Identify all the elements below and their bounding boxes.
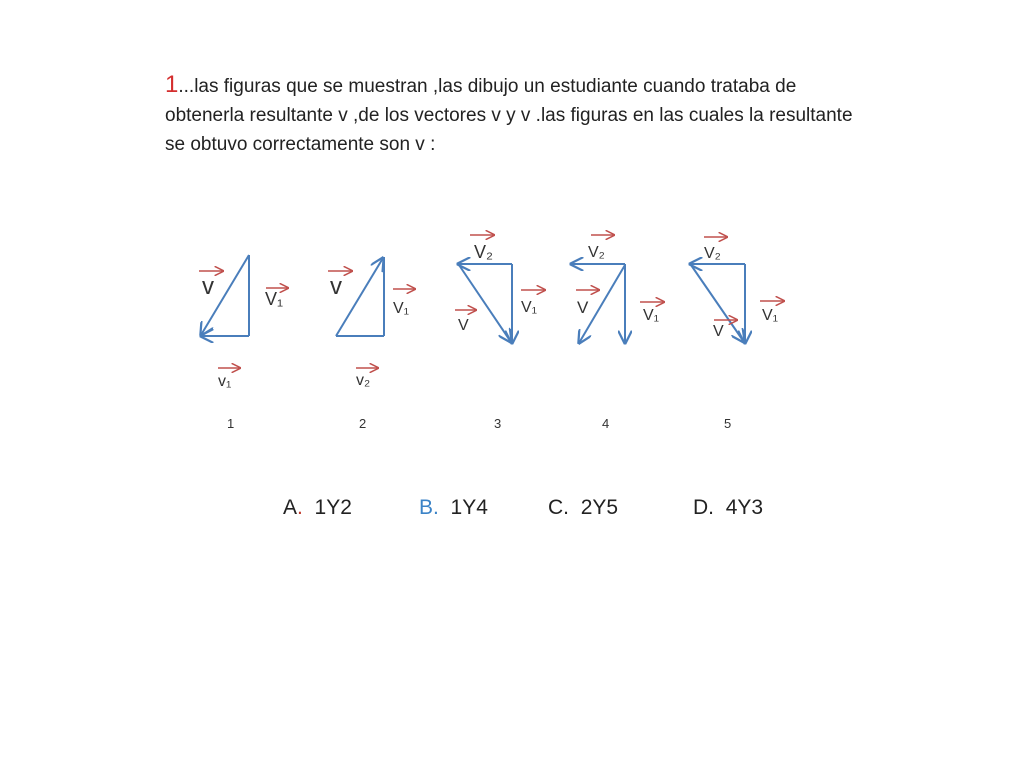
figure-4-label-v: V	[577, 298, 589, 317]
question-body: ...las figuras que se muestran ,las dibujo un estudiante cuando trataba de obtenerla resultante v ,de los vectores v y v .las figuras en las cuales la resultante se obtuvo correctamente son v :	[165, 76, 853, 155]
figure-3-label-v2: V₂	[474, 242, 493, 262]
figure-4-label-v2: V₂	[588, 244, 605, 261]
answer-a-letter: A	[283, 496, 298, 519]
figure-5-label-v: V	[713, 323, 724, 340]
answer-option-a[interactable]	[283, 496, 352, 520]
figure-2-vector-v-resultant	[336, 258, 383, 336]
question-number: 1	[165, 71, 179, 98]
figure-4-number: 4	[602, 416, 610, 431]
figure-1-number: 1	[227, 416, 235, 431]
figure-5-label-v1: V₁	[762, 307, 779, 324]
figure-3	[455, 235, 545, 431]
answer-c-value: 2Y5	[580, 496, 619, 519]
figure-1	[199, 255, 288, 431]
answer-d-value: 4Y3	[725, 496, 764, 519]
figure-4-label-v1: V₁	[643, 307, 660, 324]
figure-2-number: 2	[359, 416, 367, 431]
answer-option-d[interactable]	[693, 496, 763, 520]
answer-option-b[interactable]	[419, 496, 488, 520]
figure-2-label-v1: V₁	[393, 300, 410, 317]
answer-c-letter: C	[548, 496, 564, 519]
figure-2	[328, 257, 415, 431]
answer-a-value: 1Y2	[314, 496, 352, 519]
answer-d-letter: D	[693, 496, 709, 519]
answer-a-separator: .	[297, 496, 303, 519]
answer-options	[0, 496, 1024, 526]
figure-3-label-v: V	[458, 317, 469, 334]
figure-5	[690, 237, 784, 431]
answer-b-letter: B	[419, 496, 434, 519]
figure-5-label-v2: V₂	[704, 245, 721, 262]
figure-5-number: 5	[724, 416, 732, 431]
answer-d-separator: .	[708, 496, 715, 519]
figure-1-label-v: v	[202, 273, 214, 300]
answer-b-separator: .	[433, 496, 439, 519]
figure-1-label-v1-lower: v₁	[218, 373, 232, 390]
figure-3-label-v1: V₁	[521, 299, 538, 316]
figure-4	[571, 235, 664, 431]
figure-1-label-v1-upper: V₁	[265, 289, 284, 309]
answer-c-separator: .	[563, 496, 570, 519]
answer-option-c[interactable]	[548, 496, 618, 520]
figure-2-label-v: v	[330, 273, 342, 300]
figure-3-number: 3	[494, 416, 502, 431]
answer-b-value: 1Y4	[450, 496, 488, 519]
figure-2-label-v2: v₂	[356, 372, 371, 389]
